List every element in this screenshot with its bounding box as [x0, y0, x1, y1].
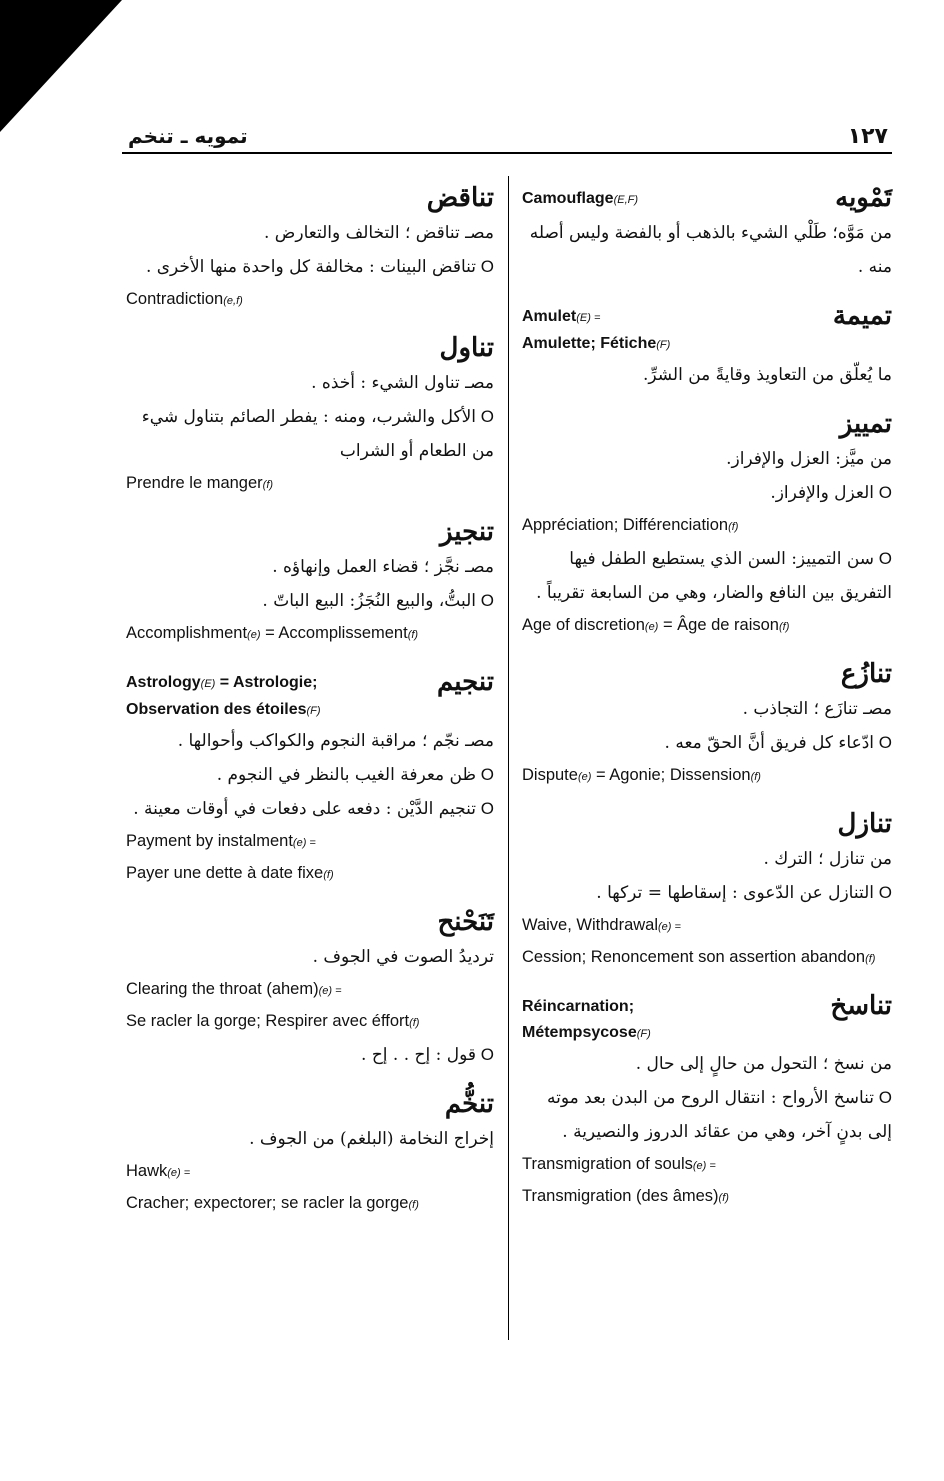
english-equivalent	[522, 510, 892, 542]
english-equivalent	[522, 942, 892, 974]
language-mark: (f)	[407, 629, 419, 641]
definition: من تنازل ؛ الترك .	[763, 849, 892, 869]
arabic-headword: تنخُّم	[444, 1089, 494, 1119]
language-mark: (e) =	[167, 1167, 191, 1179]
english-equivalent	[126, 1006, 494, 1038]
definition-bullet: O ادّعاء كل فريق أنَّ الحقّ معه .	[522, 726, 892, 760]
english-term: Hawk	[126, 1162, 168, 1180]
english-equivalent	[126, 468, 494, 500]
language-mark: (f)	[262, 479, 274, 491]
english-equivalent	[522, 186, 638, 213]
dictionary-entry	[126, 1086, 494, 1220]
language-mark: (e) =	[658, 921, 681, 933]
language-mark: (E)	[200, 678, 216, 690]
dictionary-entry	[522, 180, 892, 284]
definition-bullet: O التنازل عن الدّعوى : إسقاطها = تركها .	[522, 876, 892, 910]
definition: من نسخ ؛ التحول من حالٍ إلى حال .	[635, 1054, 892, 1074]
language-mark: (e,f)	[223, 295, 243, 307]
english-equivalent	[522, 994, 651, 1020]
arabic-headword: تنازل	[837, 809, 892, 839]
definition-bullet: O قول : إح . . إح .	[126, 1038, 494, 1072]
definition: مصـ تنازَع ؛ التجاذب .	[742, 699, 892, 719]
english-headword	[126, 670, 321, 724]
definition: ترديدُ الصوت في الجوف .	[312, 947, 494, 967]
definition-bullet: O تنجيم الدَّيْن : دفعه على دفعات في أوقات معينة .	[126, 792, 494, 826]
language-mark: (f)	[408, 1199, 419, 1211]
definition: من ميَّز: العزل والإفراز.	[726, 449, 892, 469]
dictionary-entry	[522, 988, 892, 1213]
left-column	[126, 180, 494, 1234]
arabic-headword: تَنَحْنح	[437, 907, 494, 937]
arabic-headword: تميمة	[832, 301, 892, 331]
definition-bullet: O سن التمييز: السن الذي يستطيع الطفل فيها التفريق بين النافع والضار، وهي من السابعة تقريباً .	[522, 542, 892, 610]
running-title: تمويه ـ تنخم	[128, 124, 248, 148]
arabic-headword: تمييز	[839, 409, 892, 439]
definition: مصـ تناول الشيء : أخذه .	[311, 373, 494, 393]
page-number: ١٢٧	[847, 124, 888, 149]
english-equivalent	[126, 284, 494, 316]
dictionary-entry	[126, 330, 494, 500]
entry-header-row	[522, 180, 892, 216]
english-term: = Agonie; Dissension	[591, 766, 751, 784]
definition-bullet: O تناسخ الأرواح : انتقال الروح من البدن بعد موته إلى بدنٍ آخر، وهي من عقائد الدروز والنصيرية .	[522, 1081, 892, 1149]
english-term: Astrology	[126, 674, 201, 691]
arabic-headword: تنجيز	[439, 517, 494, 547]
dictionary-entry	[522, 806, 892, 974]
language-mark: (F)	[656, 339, 671, 351]
dictionary-entry	[522, 406, 892, 642]
english-equivalent	[126, 858, 494, 890]
english-equivalent	[522, 304, 670, 331]
english-term: Transmigration (des âmes)	[522, 1187, 719, 1205]
english-term: Age of discretion	[522, 616, 645, 634]
english-equivalent	[126, 618, 494, 650]
english-term: Se racler la gorge; Respirer avec éffort	[126, 1012, 410, 1030]
english-term: = Accomplissement	[260, 624, 408, 642]
definition: إخراج النخامة (البلغم) من الجوف .	[249, 1129, 494, 1149]
definition-bullet: O ظن معرفة الغيب بالنظر في النجوم .	[126, 758, 494, 792]
column-divider	[508, 176, 509, 1340]
english-equivalent	[126, 697, 321, 724]
dictionary-entry	[126, 904, 494, 1072]
english-term: = Astrologie;	[215, 674, 318, 691]
english-term: Accomplishment	[126, 624, 248, 642]
language-mark: (e) =	[292, 837, 316, 849]
entry-header-row	[522, 298, 892, 358]
definition: مصـ نجَّز ؛ قضاء العمل وإنهاؤه .	[272, 557, 494, 577]
definition-bullet: O البتُّ، والبيع النُجَزُ: البيع الباتّ .	[126, 584, 494, 618]
english-equivalent	[522, 1020, 651, 1047]
english-equivalent	[126, 974, 494, 1006]
language-mark: (f)	[409, 1017, 420, 1029]
language-mark: (e)	[577, 771, 592, 783]
english-term: Payer une dette à date fixe	[126, 864, 324, 882]
language-mark: (f)	[865, 953, 876, 965]
english-term: Dispute	[522, 766, 578, 784]
language-mark: (e)	[247, 629, 261, 641]
arabic-headword: تَمْويه	[835, 183, 892, 213]
language-mark: (f)	[750, 771, 761, 783]
english-term: Clearing the throat (ahem)	[126, 980, 319, 998]
english-term: Cracher; expectorer; se racler la gorge	[126, 1194, 409, 1212]
language-mark: (e)	[644, 621, 659, 633]
arabic-headword: تناقض	[426, 183, 494, 213]
dictionary-entry	[126, 514, 494, 650]
english-term: Cession; Renoncement son assertion abandon	[522, 948, 866, 966]
language-mark: (E) =	[576, 312, 601, 324]
language-mark: (f)	[323, 869, 334, 881]
language-mark: (e) =	[692, 1160, 716, 1172]
dictionary-entry	[126, 180, 494, 316]
english-equivalent	[522, 910, 892, 942]
definition: من مَوَّه؛ طَلْي الشيء بالذهب أو بالفضة وليس أصله منه .	[529, 223, 892, 277]
right-column	[522, 180, 892, 1227]
entry-header-row	[126, 664, 494, 724]
english-term: Amulet	[522, 308, 577, 325]
definition: مصـ تناقض ؛ التخالف والتعارض .	[264, 223, 494, 243]
english-equivalent	[126, 1188, 494, 1220]
header-rule	[122, 152, 892, 154]
language-mark: (F)	[636, 1028, 651, 1040]
dictionary-entry	[522, 656, 892, 792]
language-mark: (E,F)	[613, 194, 639, 206]
english-equivalent	[522, 760, 892, 792]
dictionary-entry	[126, 664, 494, 890]
arabic-headword: تناول	[439, 333, 494, 363]
entry-header-row	[522, 988, 892, 1047]
corner-mark	[0, 0, 122, 132]
english-headword	[522, 186, 638, 213]
arabic-headword: تناسخ	[830, 991, 892, 1021]
dictionary-entry	[522, 298, 892, 392]
definition: ما يُعلّق من التعاويذ وقايةً من الشرِّ.	[642, 365, 892, 385]
language-mark: (F)	[306, 705, 321, 717]
english-term: Transmigration of souls	[522, 1155, 693, 1173]
english-term: Camouflage	[522, 190, 614, 207]
language-mark: (f)	[778, 621, 790, 633]
english-term: Observation des étoiles	[126, 701, 307, 718]
arabic-headword: تنجيم	[436, 667, 494, 697]
english-headword	[522, 994, 651, 1047]
english-term: Appréciation; Différenciation	[522, 516, 729, 534]
english-equivalent	[126, 670, 321, 697]
english-term: Prendre le manger	[126, 474, 263, 492]
english-term: Contradiction	[126, 290, 224, 308]
language-mark: (e) =	[318, 985, 342, 997]
language-mark: (f)	[728, 521, 739, 533]
english-headword	[522, 304, 670, 358]
english-term: = Âge de raison	[658, 616, 779, 634]
page-header	[122, 122, 892, 154]
english-term: Amulette; Fétiche	[522, 335, 657, 352]
english-equivalent	[522, 331, 670, 358]
english-equivalent	[522, 610, 892, 642]
english-term: Métempsycose	[522, 1024, 637, 1041]
language-mark: (f)	[718, 1192, 729, 1204]
english-equivalent	[126, 1156, 494, 1188]
english-term: Réincarnation;	[522, 998, 635, 1015]
english-term: Payment by instalment	[126, 832, 293, 850]
definition-bullet: O الأكل والشرب، ومنه : يفطر الصائم بتناول شيء من الطعام أو الشراب	[126, 400, 494, 468]
definition-bullet: O تناقض البينات : مخالفة كل واحدة منها الأخرى .	[126, 250, 494, 284]
arabic-headword: تنازُع	[840, 659, 892, 689]
english-term: Waive, Withdrawal	[522, 916, 659, 934]
english-equivalent	[522, 1181, 892, 1213]
definition: مصـ نجّم ؛ مراقبة النجوم والكواكب وأحوالها .	[177, 731, 494, 751]
definition-bullet: O العزل والإفراز.	[522, 476, 892, 510]
english-equivalent	[522, 1149, 892, 1181]
english-equivalent	[126, 826, 494, 858]
